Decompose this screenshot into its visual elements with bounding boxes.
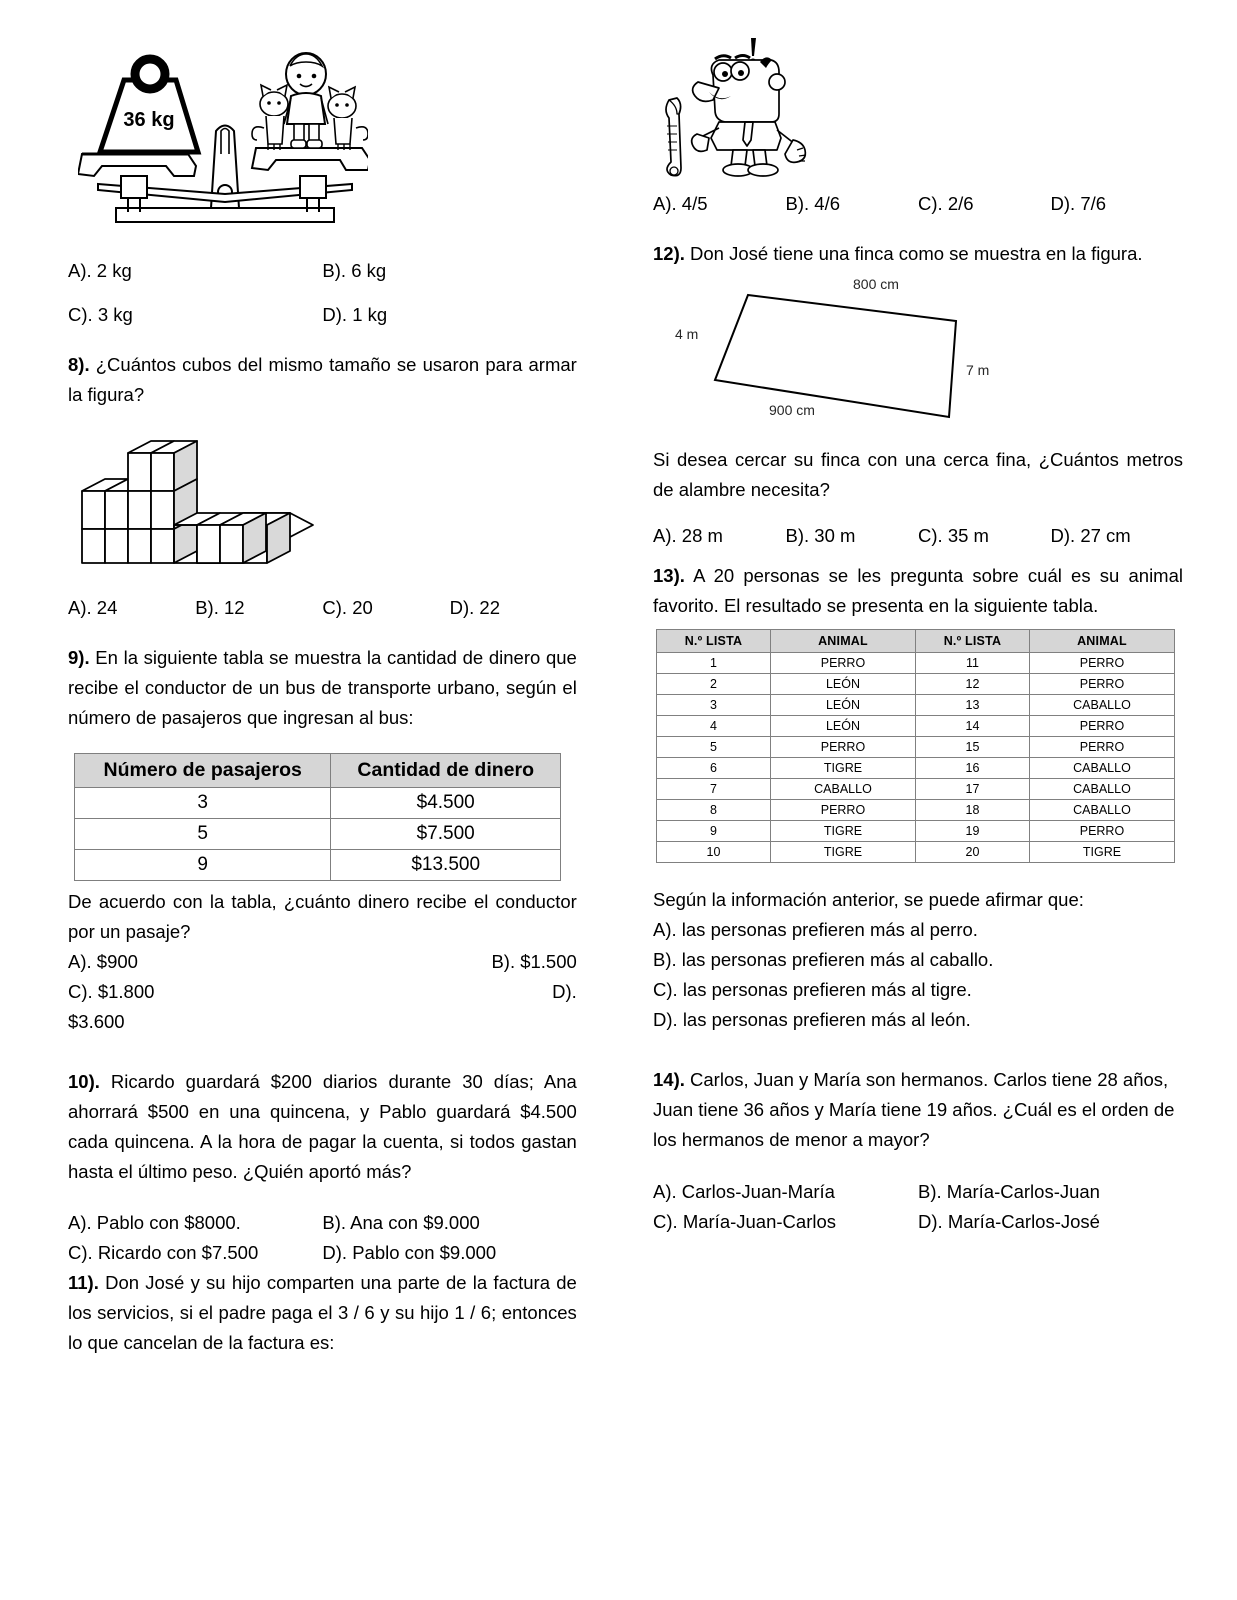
q8-option-d-text: 22 (479, 596, 500, 618)
q7-option-c-key: C). (68, 303, 93, 325)
animals-cell-animal: LEÓN (770, 673, 915, 694)
animals-cell-num: 12 (915, 673, 1029, 694)
q8-option-b-key: B). (195, 596, 219, 618)
q14-option-b-text: María-Carlos-Juan (946, 1180, 1100, 1202)
q9-text: En la siguiente tabla se muestra la cantidad de dinero que recibe el conductor de un bus de transporte urbano, según el número de pasajeros que ingresan al bus: (68, 646, 577, 728)
q12-options (653, 521, 1183, 551)
q12-followup: Si desea cercar su finca con una cerca fina, ¿Cuántos metros de alambre necesita? (653, 448, 1183, 500)
animals-cell-animal: PERRO (770, 652, 915, 673)
q9-option-b-key: B). (491, 950, 516, 972)
q13-option-b[interactable] (653, 945, 1183, 975)
q14-option-a-key: A). (653, 1180, 677, 1202)
q11-option-d[interactable] (1051, 189, 1184, 219)
animals-cell-animal: CABALLO (770, 778, 915, 799)
table-row (657, 841, 1175, 862)
q9-option-d-key-only[interactable]: D). (552, 980, 577, 1002)
q8-option-c-text: 20 (352, 596, 373, 618)
q12-option-c[interactable] (918, 521, 1051, 551)
table-row (657, 673, 1175, 694)
animals-cell-animal: PERRO (770, 799, 915, 820)
animals-cell-animal: TIGRE (770, 841, 915, 862)
money-cell-pasajeros: 9 (75, 849, 331, 880)
q10-option-c-key: C). (68, 1242, 93, 1264)
q11-option-b-key: B). (785, 193, 810, 214)
q10-option-b-text: Ana con $9.000 (350, 1212, 480, 1234)
q11-option-d-text: 7/6 (1080, 193, 1107, 214)
q11-option-c[interactable] (918, 189, 1051, 219)
animals-cell-num: 3 (657, 694, 771, 715)
q11-text: Don José y su hijo comparten una parte de la factura de los servicios, si el padre paga el 3 / 6 y su hijo 1 / 6; entonces lo que cancelan de la factura es: (68, 1272, 577, 1354)
q14-option-b[interactable] (918, 1177, 1183, 1207)
finca-label-left: 4 m (675, 325, 699, 342)
q14-option-b-key: B). (918, 1180, 942, 1202)
q12-option-d[interactable] (1051, 521, 1184, 551)
q10-option-d-key: D). (322, 1242, 348, 1264)
q8-option-b[interactable] (195, 593, 322, 623)
q14-option-c-key: C). (653, 1210, 678, 1232)
q13-text: A 20 personas se les pregunta sobre cuál es su animal favorito. El resultado se presenta en la siguiente tabla. (653, 564, 1183, 616)
q10-option-d[interactable] (322, 1238, 576, 1268)
animals-cell-num: 2 (657, 673, 771, 694)
q10-question (68, 1067, 577, 1187)
q8-number: 8). (68, 353, 90, 375)
q8-option-d[interactable] (450, 593, 577, 623)
table-row (657, 694, 1175, 715)
q14-option-a[interactable] (653, 1177, 918, 1207)
left-column (50, 30, 587, 1580)
q10-option-d-text: Pablo con $9.000 (352, 1242, 497, 1264)
animals-cell-num: 19 (915, 820, 1029, 841)
animals-cell-num: 14 (915, 715, 1029, 736)
q14-option-row-1 (653, 1177, 1183, 1207)
q11-option-d-key: D). (1050, 193, 1076, 214)
q12-option-c-text: 35 m (947, 524, 989, 546)
q7-option-a-text: 2 kg (96, 260, 132, 281)
q13-followup: Según la información anterior, se puede afirmar que: (653, 888, 1084, 910)
q7-option-row-1 (68, 256, 577, 286)
animals-cell-animal: CABALLO (1029, 757, 1174, 778)
q10-option-c-text: Ricardo con $7.500 (97, 1242, 259, 1264)
animals-cell-animal: CABALLO (1029, 694, 1174, 715)
q9-option-a[interactable] (68, 947, 138, 977)
animals-cell-num: 4 (657, 715, 771, 736)
q7-option-a[interactable] (68, 256, 322, 286)
q11-options (653, 189, 1183, 219)
q14-option-c-text: María-Juan-Carlos (682, 1210, 836, 1232)
animals-cell-num: 16 (915, 757, 1029, 778)
q14-option-d-key: D). (918, 1210, 943, 1232)
money-cell-pasajeros: 5 (75, 818, 331, 849)
q10-option-a-key: A). (68, 1212, 92, 1234)
q10-option-row-1 (68, 1208, 577, 1238)
q9-option-b-text: $1.500 (520, 950, 577, 972)
money-table (74, 753, 561, 881)
money-cell-dinero: $13.500 (331, 849, 561, 880)
q12-option-row (653, 521, 1183, 551)
q12-option-a[interactable] (653, 521, 786, 551)
animals-cell-animal: TIGRE (1029, 841, 1174, 862)
finca-label-top: 800 cm (853, 275, 899, 292)
animals-cell-num: 6 (657, 757, 771, 778)
q7-options (68, 256, 577, 330)
q11-option-c-key: C). (918, 193, 943, 214)
table-row (75, 818, 561, 849)
table-row (657, 652, 1175, 673)
animals-cell-animal: PERRO (1029, 652, 1174, 673)
q13-option-c[interactable] (653, 975, 1183, 1005)
q7-option-c[interactable] (68, 300, 322, 330)
table-row (657, 799, 1175, 820)
money-cell-pasajeros: 3 (75, 787, 331, 818)
animals-cell-animal: LEÓN (770, 715, 915, 736)
table-row (75, 849, 561, 880)
money-cell-dinero: $7.500 (331, 818, 561, 849)
q10-option-a-text: Pablo con $8000. (96, 1212, 241, 1234)
q7-option-c-text: 3 kg (97, 303, 133, 325)
animals-header-animal-2: ANIMAL (1029, 629, 1174, 652)
q9-option-row-1 (68, 947, 577, 977)
table-row (75, 787, 561, 818)
q10-options (68, 1208, 577, 1268)
animals-cell-animal: CABALLO (1029, 799, 1174, 820)
q11-option-a-text: 4/5 (681, 193, 708, 214)
q9-option-row-2 (68, 977, 577, 1007)
animals-header-animal-1: ANIMAL (770, 629, 915, 652)
q9-options (68, 947, 577, 1037)
q8-option-c[interactable] (322, 593, 449, 623)
q12-option-b[interactable] (786, 521, 919, 551)
finca-label-bottom: 900 cm (769, 401, 815, 418)
q8-option-row (68, 593, 577, 623)
finca-label-right: 7 m (966, 361, 990, 378)
table-row (657, 820, 1175, 841)
animals-cell-num: 9 (657, 820, 771, 841)
q8-option-d-key: D). (449, 596, 475, 618)
q9-option-b[interactable] (491, 947, 576, 977)
q13-number: 13). (653, 564, 685, 586)
q13-option-d[interactable] (653, 1005, 1183, 1035)
q13-option-a[interactable] (653, 915, 1183, 945)
q14-option-a-text: Carlos-Juan-María (681, 1180, 835, 1202)
q14-option-d-text: María-Carlos-José (947, 1210, 1100, 1232)
table-row (657, 778, 1175, 799)
animals-cell-animal: PERRO (1029, 736, 1174, 757)
man-with-scroll-figure (653, 30, 1183, 185)
q7-option-d[interactable] (322, 300, 576, 330)
q10-option-a[interactable] (68, 1208, 322, 1238)
q12-option-a-text: 28 m (681, 524, 723, 546)
animals-cell-num: 20 (915, 841, 1029, 862)
q12-option-b-text: 30 m (814, 524, 856, 546)
q12-question (653, 239, 1183, 269)
q12-option-b-key: B). (785, 524, 810, 546)
q11-option-b[interactable] (786, 189, 919, 219)
animals-header-lista-1: N.º LISTA (657, 629, 771, 652)
animals-cell-num: 11 (915, 652, 1029, 673)
q9-question (68, 643, 577, 733)
animals-table-header-row (657, 629, 1175, 652)
animals-header-lista-2: N.º LISTA (915, 629, 1029, 652)
animals-cell-animal: LEÓN (770, 694, 915, 715)
q13-option-c-key: C). (653, 978, 678, 1000)
animals-cell-num: 1 (657, 652, 771, 673)
stacked-cubes-figure (68, 428, 577, 581)
q8-option-a-key: A). (68, 596, 92, 618)
weight-label: 36 kg (123, 109, 175, 131)
q14-options (653, 1177, 1183, 1237)
table-row (657, 736, 1175, 757)
money-cell-dinero: $4.500 (331, 787, 561, 818)
q9-followup: De acuerdo con la tabla, ¿cuánto dinero recibe el conductor por un pasaje? (68, 890, 577, 942)
q14-option-row-2 (653, 1207, 1183, 1237)
table-row (657, 715, 1175, 736)
animals-cell-num: 15 (915, 736, 1029, 757)
q9-option-c-key: C). (68, 980, 93, 1002)
q8-text: ¿Cuántos cubos del mismo tamaño se usaron para armar la figura? (68, 353, 577, 405)
q13-option-a-key: A). (653, 918, 677, 940)
q7-option-b-text: 6 kg (351, 260, 387, 281)
animals-cell-animal: CABALLO (1029, 778, 1174, 799)
q12-option-a-key: A). (653, 524, 677, 546)
q8-option-a[interactable] (68, 593, 195, 623)
q11-option-b-text: 4/6 (814, 193, 840, 214)
q13-option-b-text: las personas prefieren más al caballo. (681, 948, 994, 970)
q7-option-a-key: A). (68, 260, 92, 281)
q9-number: 9). (68, 646, 90, 668)
animals-table (656, 629, 1175, 863)
q7-option-b-key: B). (322, 260, 347, 281)
q7-option-d-key: D). (322, 303, 348, 325)
q9-option-a-text: $900 (96, 950, 138, 972)
q11-option-row (653, 189, 1183, 219)
q14-number: 14). (653, 1068, 685, 1090)
q8-option-b-text: 12 (223, 596, 245, 618)
q13-option-a-text: las personas prefieren más al perro. (681, 918, 978, 940)
q12-option-c-key: C). (918, 524, 943, 546)
q10-option-row-2 (68, 1238, 577, 1268)
q9-option-d-value[interactable]: $3.600 (68, 1010, 125, 1032)
q11-option-a-key: A). (653, 193, 677, 214)
animals-cell-animal: TIGRE (770, 820, 915, 841)
q10-option-b-key: B). (322, 1212, 347, 1234)
q11-option-a[interactable] (653, 189, 786, 219)
q12-text: Don José tiene una finca como se muestra en la figura. (690, 242, 1143, 264)
q14-option-d[interactable] (918, 1207, 1183, 1237)
animals-cell-num: 10 (657, 841, 771, 862)
q11-question (68, 1268, 577, 1358)
q10-text: Ricardo guardará $200 diarios durante 30 días; Ana ahorrará $500 en una quincena, y Pablo guardará $4.500 cada quincena. A la hora de pagar la cuenta, si todos gastan hasta el último peso. ¿Quién aportó más? (68, 1070, 577, 1182)
table-row (657, 757, 1175, 778)
q7-option-b[interactable] (322, 256, 576, 286)
animals-cell-animal: PERRO (1029, 673, 1174, 694)
q7-option-d-text: 1 kg (352, 303, 388, 325)
q12-option-d-key: D). (1050, 524, 1076, 546)
right-column (635, 30, 1187, 1580)
money-table-header-pasajeros: Número de pasajeros (75, 753, 331, 787)
finca-quadrilateral-figure (653, 275, 1183, 445)
animals-cell-num: 13 (915, 694, 1029, 715)
q12-number: 12). (653, 242, 685, 264)
animals-cell-num: 17 (915, 778, 1029, 799)
q14-option-c[interactable] (653, 1207, 918, 1237)
q7-option-row-2 (68, 300, 577, 330)
animals-cell-num: 8 (657, 799, 771, 820)
animals-cell-num: 5 (657, 736, 771, 757)
q10-option-b[interactable] (322, 1208, 576, 1238)
animals-cell-animal: PERRO (1029, 820, 1174, 841)
animals-cell-animal: PERRO (770, 736, 915, 757)
q12-option-d-text: 27 cm (1080, 524, 1131, 546)
money-table-header-dinero: Cantidad de dinero (331, 753, 561, 787)
q13-options (653, 915, 1183, 1035)
q13-option-d-key: D). (653, 1008, 678, 1030)
balance-scale-figure (78, 36, 577, 236)
animals-cell-animal: PERRO (1029, 715, 1174, 736)
q8-question (68, 350, 577, 410)
q14-text: Carlos, Juan y María son hermanos. Carlos tiene 28 años, Juan tiene 36 años y María tiene 19 años. ¿Cuál es el orden de los hermanos de menor a mayor? (653, 1068, 1175, 1150)
q13-option-b-key: B). (653, 948, 677, 970)
q13-question (653, 561, 1183, 621)
animals-cell-num: 18 (915, 799, 1029, 820)
animals-cell-animal: TIGRE (770, 757, 915, 778)
q11-number: 11). (68, 1272, 99, 1294)
column-gutter (587, 30, 635, 1580)
q10-number: 10). (68, 1070, 100, 1092)
q9-option-a-key: A). (68, 950, 92, 972)
q9-option-c[interactable] (68, 977, 154, 1007)
q8-option-c-key: C). (322, 596, 348, 618)
money-table-header-row (75, 753, 561, 787)
q8-options (68, 593, 577, 623)
q10-option-c[interactable] (68, 1238, 322, 1268)
q9-option-c-text: $1.800 (97, 980, 155, 1002)
q11-option-c-text: 2/6 (947, 193, 974, 214)
q8-option-a-text: 24 (96, 596, 118, 618)
q14-question (653, 1065, 1183, 1155)
animals-cell-num: 7 (657, 778, 771, 799)
q13-option-d-text: las personas prefieren más al león. (682, 1008, 971, 1030)
q13-option-c-text: las personas prefieren más al tigre. (682, 978, 972, 1000)
